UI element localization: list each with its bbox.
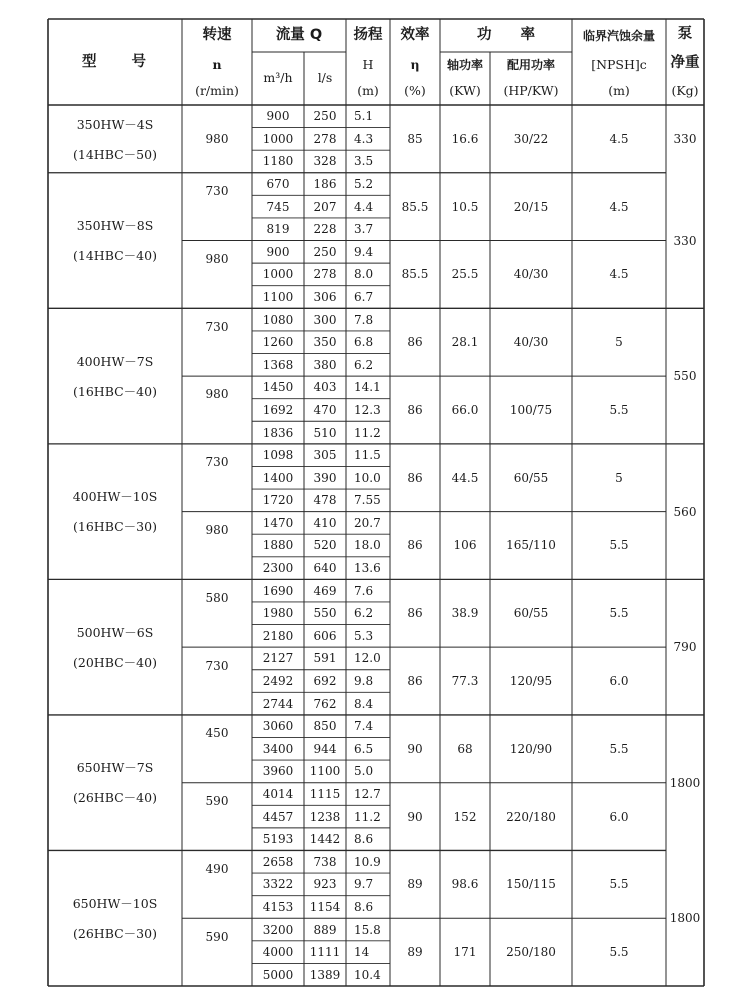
flow-m3h-value: 1000 — [262, 131, 294, 146]
flow-ls-value: 923 — [313, 877, 337, 892]
head-value: 13.6 — [354, 561, 381, 576]
flow-m3h-value: 2300 — [262, 561, 294, 576]
pump-model-alias: (20HBC－40) — [73, 654, 157, 670]
head-value: 20.7 — [354, 515, 381, 530]
flow-ls-value: 520 — [313, 538, 337, 553]
head-value: 18.0 — [354, 538, 381, 553]
speed-value: 490 — [205, 861, 229, 876]
flow-m3h-value: 1690 — [262, 583, 294, 598]
motor-power-value: 60/55 — [513, 606, 549, 621]
header-npsh: 临界汽蚀余量 — [582, 28, 655, 43]
head-value: 6.2 — [354, 357, 374, 372]
npsh-value: 5 — [615, 335, 623, 350]
pump-weight: 1800 — [669, 775, 701, 790]
flow-ls-value: 250 — [313, 109, 337, 124]
head-value: 4.4 — [354, 199, 374, 214]
shaft-power-value: 152 — [453, 809, 477, 824]
npsh-value: 6.0 — [609, 674, 629, 689]
speed-value: 980 — [205, 523, 229, 537]
shaft-power-value: 98.6 — [451, 877, 479, 892]
flow-m3h-value: 1260 — [262, 335, 294, 350]
shaft-power-value: 16.6 — [451, 131, 479, 146]
motor-power-value: 120/95 — [509, 674, 553, 689]
motor-power-value: 250/180 — [506, 945, 556, 960]
flow-ls-value: 380 — [313, 357, 337, 372]
pump-model-alias: (16HBC－40) — [73, 383, 157, 399]
flow-m3h-value: 1836 — [262, 425, 294, 440]
head-value: 11.2 — [354, 809, 381, 824]
shaft-power-value: 66.0 — [451, 402, 479, 417]
efficiency-value: 85 — [407, 131, 423, 146]
flow-m3h-value: 1368 — [262, 357, 294, 372]
npsh-value: 5 — [615, 470, 623, 485]
flow-m3h-value: 4457 — [262, 809, 294, 824]
flow-ls-value: 738 — [313, 854, 337, 869]
header-efficiency-unit: (%) — [404, 83, 426, 99]
pump-weight: 330 — [673, 131, 697, 146]
shaft-power-value: 68 — [457, 741, 473, 756]
flow-m3h-value: 1980 — [262, 606, 294, 621]
header-npsh-symbol: [NPSH]c — [591, 56, 647, 72]
npsh-value: 5.5 — [609, 741, 629, 756]
flow-m3h-value: 900 — [266, 244, 290, 259]
head-value: 12.3 — [354, 402, 381, 417]
pump-weight: 560 — [673, 504, 697, 519]
flow-m3h-value: 4153 — [262, 899, 294, 914]
flow-ls-value: 328 — [313, 154, 337, 169]
flow-m3h-value: 2127 — [262, 651, 294, 666]
flow-ls-value: 850 — [313, 719, 337, 734]
shaft-power-value: 10.5 — [451, 199, 479, 214]
efficiency-value: 89 — [407, 945, 423, 960]
flow-m3h-value: 3060 — [262, 719, 294, 734]
speed-value: 590 — [205, 929, 229, 944]
flow-ls-value: 1442 — [309, 832, 341, 847]
flow-ls-value: 692 — [313, 674, 337, 689]
head-value: 5.0 — [354, 764, 374, 779]
header-model: 型 号 — [82, 53, 148, 70]
head-value: 8.6 — [354, 899, 374, 914]
efficiency-value: 86 — [407, 606, 423, 621]
pump-model: 400HW－7S — [76, 353, 154, 369]
efficiency-value: 86 — [407, 674, 423, 689]
efficiency-value: 90 — [407, 741, 423, 756]
flow-ls-value: 640 — [313, 561, 337, 576]
shaft-power-value: 25.5 — [451, 267, 479, 282]
flow-m3h-value: 1000 — [262, 267, 294, 282]
header-weight-2: 净重 — [670, 54, 700, 71]
head-value: 12.0 — [354, 651, 381, 666]
motor-power-value: 150/115 — [506, 877, 556, 892]
flow-m3h-value: 2658 — [262, 854, 294, 869]
header-flow: 流量 Q — [275, 27, 323, 44]
flow-m3h-value: 3322 — [262, 877, 294, 892]
pump-model: 500HW－6S — [76, 624, 154, 640]
pump-model-alias: (26HBC－30) — [73, 925, 157, 941]
flow-m3h-value: 2492 — [262, 674, 294, 689]
efficiency-value: 86 — [407, 402, 423, 417]
header-head-symbol: H — [362, 56, 374, 72]
header-head-unit: (m) — [357, 83, 379, 99]
flow-m3h-value: 1880 — [262, 538, 294, 553]
flow-ls-value: 228 — [313, 222, 337, 237]
efficiency-value: 86 — [407, 538, 423, 553]
flow-ls-value: 403 — [313, 380, 337, 395]
shaft-power-value: 77.3 — [451, 674, 479, 689]
motor-power-value: 60/55 — [513, 470, 549, 485]
head-value: 3.5 — [354, 154, 374, 169]
head-value: 7.55 — [354, 493, 381, 508]
flow-ls-value: 305 — [313, 448, 337, 463]
flow-ls-value: 390 — [313, 470, 337, 485]
flow-ls-value: 478 — [313, 493, 337, 508]
flow-ls-value: 278 — [313, 131, 337, 146]
shaft-power-value: 28.1 — [451, 335, 479, 350]
npsh-value: 6.0 — [609, 809, 629, 824]
npsh-value: 4.5 — [609, 131, 629, 146]
header-motor-power-unit: (HP/KW) — [503, 83, 559, 99]
flow-ls-value: 944 — [313, 741, 337, 756]
flow-ls-value: 606 — [313, 628, 337, 643]
flow-m3h-value: 4000 — [262, 945, 294, 960]
speed-value: 980 — [205, 251, 229, 266]
flow-ls-value: 306 — [313, 289, 337, 304]
motor-power-value: 40/30 — [513, 267, 549, 282]
npsh-value: 4.5 — [609, 267, 629, 282]
flow-m3h-value: 745 — [266, 199, 290, 214]
header-shaft-power: 轴功率 — [446, 58, 483, 72]
header-speed: 转速 — [202, 27, 232, 44]
head-value: 12.7 — [354, 786, 381, 801]
head-value: 10.0 — [354, 470, 381, 485]
flow-ls-value: 350 — [313, 335, 337, 350]
flow-ls-value: 186 — [313, 177, 337, 192]
speed-value: 590 — [205, 794, 229, 809]
flow-ls-value: 300 — [313, 312, 337, 327]
flow-m3h-value: 1080 — [262, 312, 294, 327]
efficiency-value: 90 — [407, 809, 423, 824]
pump-model: 350HW－4S — [76, 116, 154, 132]
header-motor-power: 配用功率 — [506, 58, 555, 72]
npsh-value: 5.5 — [609, 945, 629, 960]
pump-model: 400HW－10S — [72, 489, 158, 505]
pump-model: 650HW－7S — [76, 760, 154, 776]
shaft-power-value: 106 — [453, 538, 477, 553]
header-power: 功 率 — [477, 27, 535, 44]
motor-power-value: 220/180 — [506, 809, 556, 824]
pump-weight: 790 — [673, 640, 697, 655]
head-value: 10.9 — [354, 854, 381, 869]
flow-m3h-value: 3200 — [262, 922, 294, 937]
flow-ls-value: 550 — [313, 606, 337, 621]
flow-ls-value: 470 — [313, 402, 337, 417]
flow-m3h-value: 900 — [266, 109, 290, 124]
head-value: 8.4 — [354, 696, 374, 711]
header-weight-unit: (Kg) — [671, 82, 699, 98]
head-value: 9.4 — [354, 244, 374, 259]
flow-m3h-value: 4014 — [262, 786, 294, 801]
flow-ls-value: 1389 — [309, 967, 341, 982]
head-value: 9.7 — [354, 877, 374, 892]
speed-value: 730 — [205, 455, 229, 470]
speed-value: 730 — [205, 658, 229, 673]
header-efficiency: 效率 — [400, 27, 430, 44]
efficiency-value: 86 — [407, 335, 423, 350]
pump-weight: 550 — [673, 369, 697, 384]
head-value: 7.4 — [354, 719, 374, 734]
flow-ls-value: 762 — [313, 696, 337, 711]
pump-model-alias: (16HBC－30) — [73, 519, 157, 535]
flow-m3h-value: 670 — [266, 177, 290, 192]
npsh-value: 5.5 — [609, 402, 629, 417]
npsh-value: 4.5 — [609, 199, 629, 214]
header-head: 扬程 — [353, 27, 383, 44]
npsh-value: 5.5 — [609, 877, 629, 892]
flow-m3h-value: 2744 — [262, 696, 294, 711]
motor-power-value: 20/15 — [513, 199, 549, 214]
pump-model-alias: (14HBC－50) — [73, 146, 157, 162]
header-efficiency-symbol: η — [410, 56, 420, 72]
head-value: 6.7 — [354, 289, 374, 304]
speed-value: 980 — [205, 387, 229, 402]
header-weight-1: 泵 — [677, 25, 693, 42]
pump-model: 650HW－10S — [72, 895, 158, 911]
motor-power-value: 165/110 — [506, 538, 556, 553]
npsh-value: 5.5 — [609, 538, 629, 553]
flow-ls-value: 591 — [313, 651, 337, 666]
motor-power-value: 120/90 — [509, 741, 553, 756]
flow-ls-value: 250 — [313, 244, 337, 259]
pump-model-alias: (26HBC－40) — [73, 790, 157, 806]
pump-weight: 1800 — [669, 911, 701, 926]
efficiency-value: 86 — [407, 470, 423, 485]
shaft-power-value: 171 — [453, 945, 477, 960]
motor-power-value: 100/75 — [509, 402, 553, 417]
header-speed-symbol: n — [212, 56, 222, 72]
head-value: 7.8 — [354, 312, 374, 327]
flow-ls-value: 1238 — [309, 809, 341, 824]
npsh-value: 5.5 — [609, 606, 629, 621]
flow-m3h-value: 1720 — [262, 493, 294, 508]
flow-ls-value: 410 — [313, 515, 337, 530]
head-value: 14.1 — [354, 380, 381, 395]
flow-m3h-value: 5193 — [262, 832, 294, 847]
flow-m3h-value: 1450 — [262, 380, 294, 395]
header-speed-unit: (r/min) — [195, 83, 239, 99]
head-value: 9.8 — [354, 674, 374, 689]
flow-m3h-value: 2180 — [262, 628, 294, 643]
flow-ls-value: 889 — [313, 922, 337, 937]
flow-ls-value: 469 — [313, 583, 337, 598]
header-flow-ls: l/s — [317, 70, 333, 86]
head-value: 8.0 — [354, 267, 374, 282]
header-npsh-unit: (m) — [608, 83, 630, 99]
flow-ls-value: 510 — [313, 425, 337, 440]
speed-value: 450 — [205, 726, 229, 741]
flow-m3h-value: 1692 — [262, 402, 294, 417]
head-value: 6.5 — [354, 741, 374, 756]
flow-m3h-value: 1400 — [262, 470, 294, 485]
head-value: 6.8 — [354, 335, 374, 350]
header-shaft-power-unit: (KW) — [449, 83, 481, 99]
head-value: 8.6 — [354, 832, 374, 847]
flow-m3h-value: 1098 — [262, 448, 294, 463]
pump-model: 350HW－8S — [76, 218, 154, 234]
head-value: 3.7 — [354, 222, 374, 237]
efficiency-value: 85.5 — [401, 267, 429, 282]
pump-weight: 330 — [673, 233, 697, 248]
head-value: 6.2 — [354, 606, 374, 621]
head-value: 15.8 — [354, 922, 381, 937]
pump-model-alias: (14HBC－40) — [73, 248, 157, 264]
speed-value: 730 — [205, 319, 229, 334]
flow-m3h-value: 819 — [266, 222, 290, 237]
flow-m3h-value: 3400 — [262, 741, 294, 756]
flow-ls-value: 207 — [313, 199, 337, 214]
speed-value: 980 — [205, 131, 229, 146]
flow-m3h-value: 1470 — [262, 515, 294, 530]
head-value: 11.2 — [354, 425, 381, 440]
shaft-power-value: 44.5 — [451, 470, 479, 485]
motor-power-value: 40/30 — [513, 335, 549, 350]
flow-m3h-value: 1180 — [262, 154, 294, 169]
speed-value: 730 — [205, 184, 229, 199]
flow-ls-value: 1100 — [309, 764, 341, 779]
head-value: 5.3 — [354, 628, 374, 643]
flow-m3h-value: 1100 — [262, 289, 294, 304]
head-value: 7.6 — [354, 583, 374, 598]
pump-spec-table — [48, 19, 704, 986]
head-value: 11.5 — [354, 448, 381, 463]
flow-m3h-value: 5000 — [262, 967, 294, 982]
efficiency-value: 85.5 — [401, 199, 429, 214]
flow-ls-value: 1115 — [309, 786, 341, 801]
shaft-power-value: 38.9 — [451, 606, 479, 621]
motor-power-value: 30/22 — [513, 131, 549, 146]
flow-ls-value: 1111 — [309, 945, 341, 960]
flow-ls-value: 1154 — [309, 899, 341, 914]
head-value: 4.3 — [354, 131, 374, 146]
header-flow-m3h: m³/h — [263, 70, 293, 86]
head-value: 5.1 — [354, 109, 374, 124]
head-value: 14 — [354, 945, 370, 960]
head-value: 10.4 — [354, 967, 381, 982]
flow-ls-value: 278 — [313, 267, 337, 282]
head-value: 5.2 — [354, 177, 374, 192]
efficiency-value: 89 — [407, 877, 423, 892]
speed-value: 580 — [205, 590, 229, 605]
flow-m3h-value: 3960 — [262, 764, 294, 779]
